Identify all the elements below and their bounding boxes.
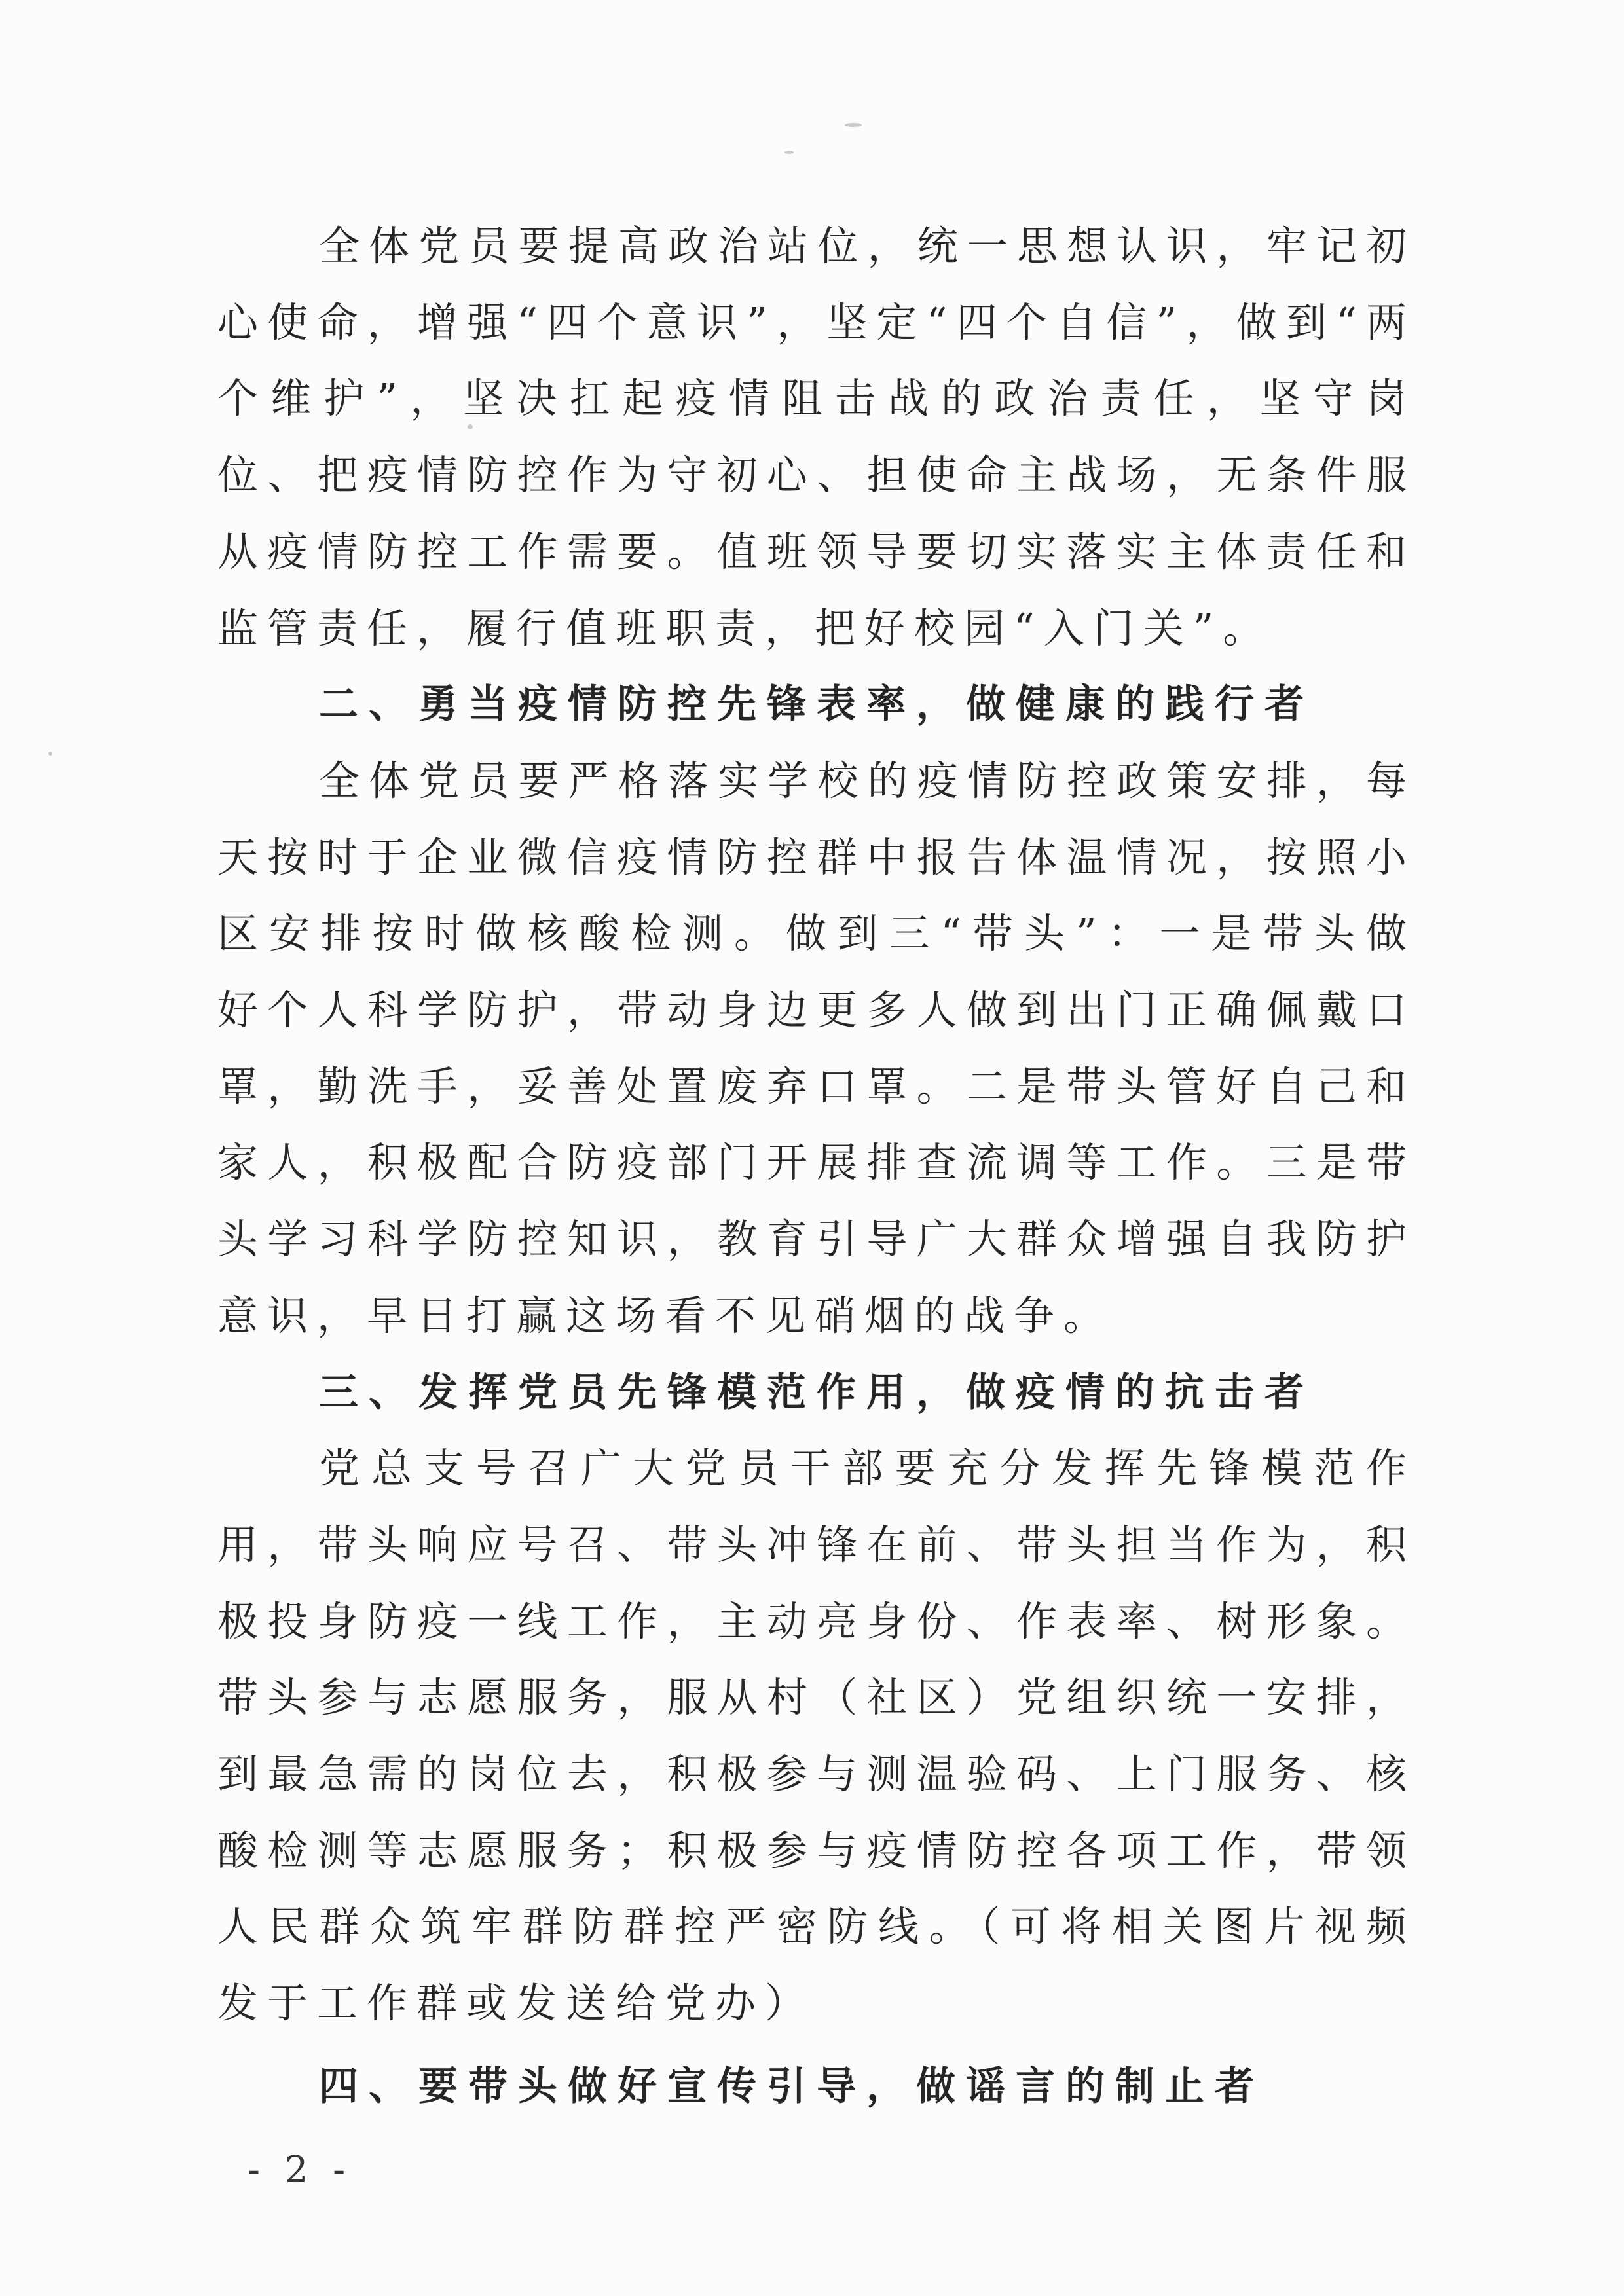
body-paragraph-2: 全体党员要严格落实学校的疫情防控政策安排，每天按时于企业微信疫情防控群中报告体温情况，按照小区安排按时做核酸检测。做到三“带头”：一是带头做好个人科学防护，带动身边更多人做到出门正确佩戴口罩，勤洗手，妥善处置废弃口罩。二是带头管好自己和家人，积极配合防疫部门开展排查流调等工作。三是带头学习科学防控知识，教育引导广大群众增强自我防护意识，早日打赢这场看不见硝烟的战争。 [217,756,1416,1339]
page-number: - 2 - [248,2149,352,2191]
body-paragraph-3: 党总支号召广大党员干部要充分发挥先锋模范作用，带头响应号召、带头冲锋在前、带头担当作为，积极投身防疫一线工作，主动亮身份、作表率、树形象。带头参与志愿服务，服从村（社区）党组织统一安排，到最急需的岗位去，积极参与测温验码、上门服务、核酸检测等志愿服务；积极参与疫情防控各项工作，带领人民群众筑牢群防群控严密防线。（可将相关图片视频发于工作群或发送给党办） [217,1444,1416,2028]
document-body [217,208,1416,2125]
section-heading-3: 三、发挥党员先锋模范作用，做疫情的抗击者 [319,1369,1314,1415]
section-heading-4: 四、要带头做好宣传引导，做谣言的制止者 [319,2063,1264,2109]
body-paragraph-1: 全体党员要提高政治站位，统一思想认识，牢记初心使命，增强“四个意识”，坚定“四个自信”，做到“两个维护”，坚决扛起疫情阻击战的政治责任，坚守岗位、把疫情防控作为守初心、担使命主战场，无条件服从疫情防控工作需要。值班领导要切实落实主体责任和监管责任，履行值班职责，把好校园“入门关”。 [217,222,1416,652]
scan-speck [845,123,862,127]
scan-speck [48,752,52,756]
scan-speck [784,151,794,154]
section-heading-2: 二、勇当疫情防控先锋表率，做健康的践行者 [319,682,1314,728]
